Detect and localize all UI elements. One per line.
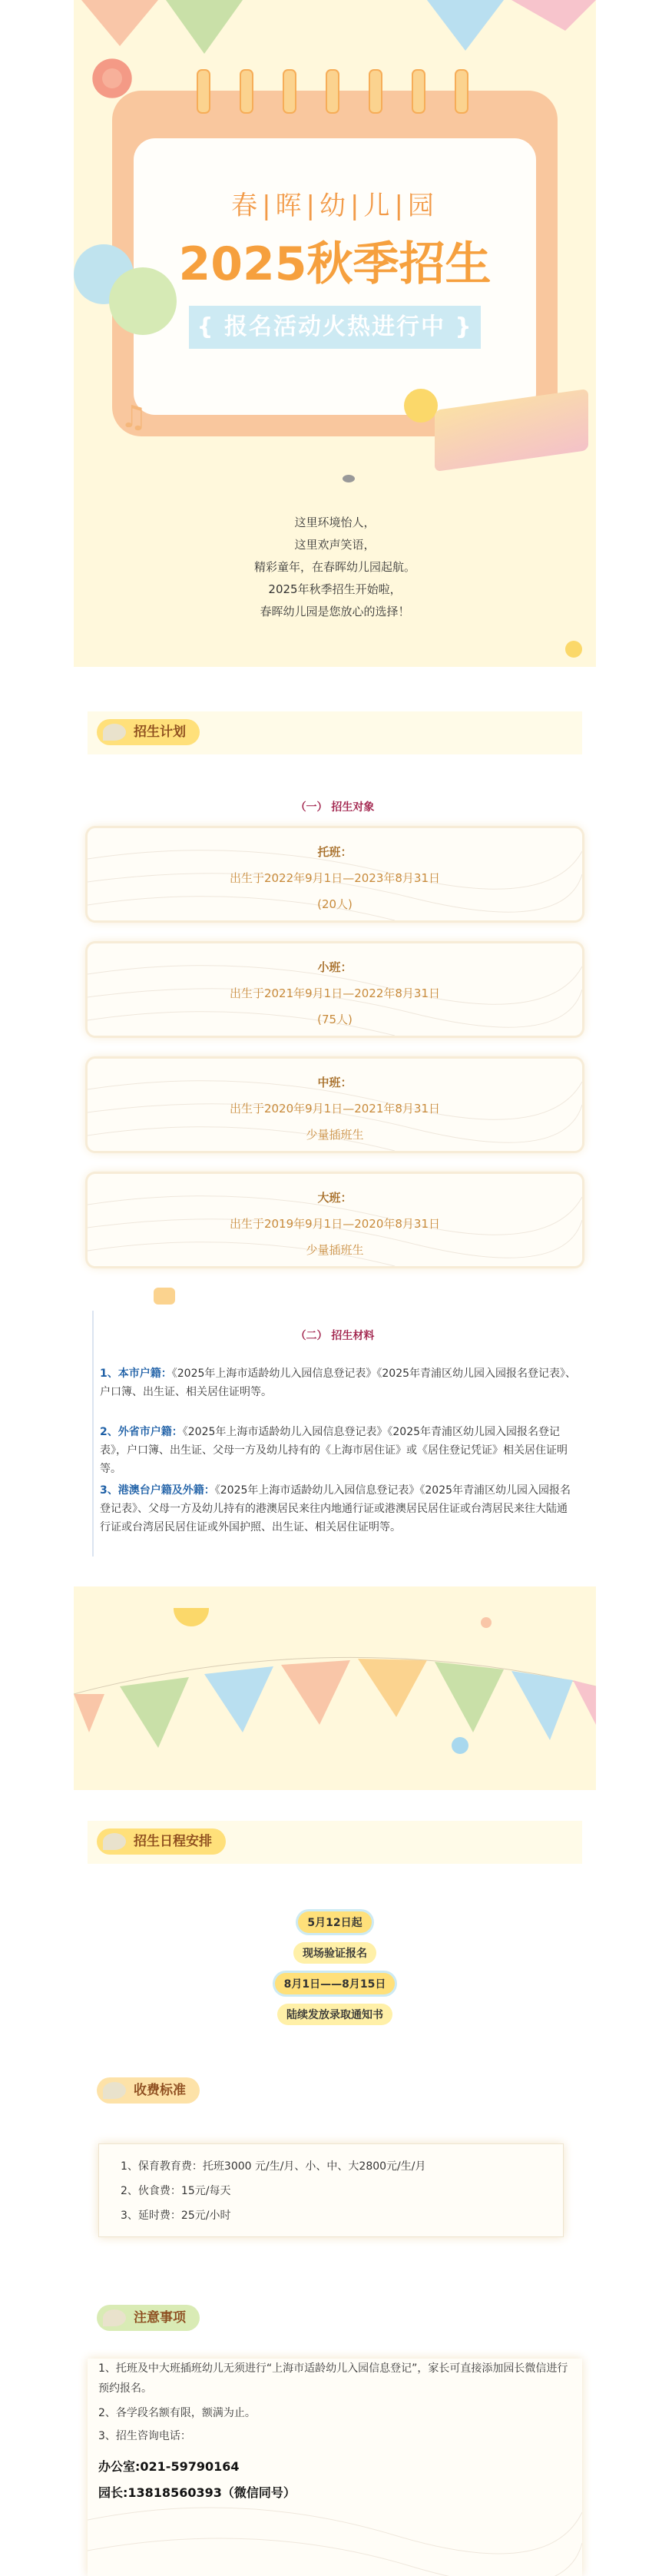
schedule-banner	[74, 1586, 596, 1802]
quote-icon	[154, 1288, 175, 1305]
class-birth-range: 出生于2020年9月1日—2021年8月31日	[229, 1102, 441, 1116]
leaf-icon	[103, 2309, 126, 2326]
class-birth-range: 出生于2021年9月1日—2022年8月31日	[229, 986, 441, 1000]
material-label: 1、本市户籍：	[100, 1368, 172, 1380]
fees-box	[98, 2143, 564, 2237]
hero-intro	[74, 512, 596, 623]
note-item: 1、托班及中大班插班幼儿无须进行“上海市适龄幼儿入园信息登记”，家长可直接添加园长微信进行预约报名。	[98, 2362, 568, 2395]
materials-subtitle: （二） 招生材料	[295, 1330, 375, 1342]
leaf-icon	[103, 724, 126, 741]
class-count: (20人)	[317, 897, 353, 911]
intro-line: 2025年秋季招生开始啦，	[268, 582, 402, 596]
hero-title: 2025秋季招生	[178, 237, 492, 291]
class-card	[88, 828, 582, 920]
schedule-header	[88, 1821, 582, 1864]
plan-subtitle: （一） 招生对象	[295, 801, 375, 814]
notes-box	[88, 2359, 582, 2576]
class-name: 小班：	[317, 960, 353, 974]
notes-header	[88, 2297, 582, 2340]
dot-icon	[343, 475, 355, 482]
intro-line: 春晖幼儿园是您放心的选择！	[260, 605, 410, 618]
schedule-event: 陆续发放录取通知书	[277, 2004, 392, 2025]
class-name: 托班：	[317, 845, 353, 859]
schedule-event: 现场验证报名	[293, 1942, 376, 1964]
class-count: 少量插班生	[306, 1128, 364, 1142]
fees-header-label: 收费标准	[134, 2083, 186, 2098]
notes-header-label: 注意事项	[134, 2310, 186, 2326]
sun-small-icon	[565, 641, 582, 658]
intro-line: 这里欢声笑语，	[294, 538, 376, 552]
class-count: (75人)	[317, 1013, 353, 1026]
music-note-icon: ♫	[120, 399, 147, 435]
materials-left-border	[92, 1311, 94, 1557]
fees-header	[88, 2070, 582, 2113]
plan-header	[88, 711, 582, 754]
intro-line: 精彩童年，在春晖幼儿园起航。	[253, 560, 415, 574]
schedule-date: 8月1日——8月15日	[275, 1973, 396, 1994]
note-item: 2、各学段名额有限，额满为止。	[98, 2407, 256, 2419]
note-item: 3、招生咨询电话：	[98, 2430, 191, 2442]
material-text: 《2025年上海市适龄幼儿入园信息登记表》《2025年青浦区幼儿园入园报名登记表》、父母一方及幼儿持有的港澳居民来往内地通行证或港澳居民居住证或台湾居民来往大陆通行证或台湾居民居住证或外国护照、出生证、相关居住证明等。	[100, 1484, 571, 1533]
bunting-decoration	[74, 0, 596, 61]
material-label: 2、外省市户籍：	[100, 1426, 183, 1438]
office-phone[interactable]: 办公室:021-59790164	[98, 2459, 240, 2474]
schedule-date: 5月12日起	[298, 1911, 371, 1933]
material-item	[100, 1423, 576, 1478]
dot-icon	[452, 1737, 468, 1754]
leaf-icon	[103, 1833, 126, 1850]
bunting-decoration	[74, 1610, 596, 1763]
class-birth-range: 出生于2022年9月1日—2023年8月31日	[229, 871, 441, 885]
notes-header-wrap	[74, 2297, 596, 2343]
kindergarten-name: 春|晖|幼|儿|园	[231, 191, 439, 221]
principal-phone[interactable]: 园长:13818560393（微信同号）	[98, 2485, 296, 2500]
plan-header-label: 招生计划	[134, 724, 186, 740]
sun-icon	[404, 389, 438, 423]
hero-badge: { 报名活动火热进行中 }	[189, 306, 481, 349]
material-item	[100, 1481, 576, 1537]
material-text: 《2025年上海市适龄幼儿入园信息登记表》《2025年青浦区幼儿园入园报名登记表》、户口簿、出生证、相关居住证明等。	[100, 1368, 577, 1398]
fee-item: 3、延时费：25元/小时	[121, 2210, 231, 2222]
class-name: 中班：	[317, 1076, 353, 1089]
class-birth-range: 出生于2019年9月1日—2020年8月31日	[229, 1217, 441, 1231]
fee-item: 2、伙食费：15元/每天	[121, 2185, 231, 2197]
class-card	[88, 1059, 582, 1151]
class-name: 大班：	[317, 1191, 353, 1205]
fee-item: 1、保育教育费：托班3000 元/生/月、小、中、大2800元/生/月	[121, 2160, 426, 2173]
class-card	[88, 1174, 582, 1266]
material-item	[100, 1364, 576, 1401]
schedule-header-label: 招生日程安排	[134, 1834, 212, 1849]
leaf-icon	[103, 2082, 126, 2099]
hero-banner	[74, 0, 596, 667]
plan-section	[74, 667, 596, 1586]
class-count: 少量插班生	[306, 1243, 364, 1257]
material-label: 3、港澳台户籍及外籍：	[100, 1484, 215, 1497]
intro-line: 这里环境怡人，	[294, 516, 376, 529]
material-text: 《2025年上海市适龄幼儿入园信息登记表》《2025年青浦区幼儿园入园报名登记表》，户口簿、出生证、父母一方及幼儿持有的《上海市居住证》或《居住登记凭证》相关居住证明等。	[100, 1426, 568, 1475]
class-card	[88, 943, 582, 1036]
dot-icon	[481, 1617, 492, 1628]
